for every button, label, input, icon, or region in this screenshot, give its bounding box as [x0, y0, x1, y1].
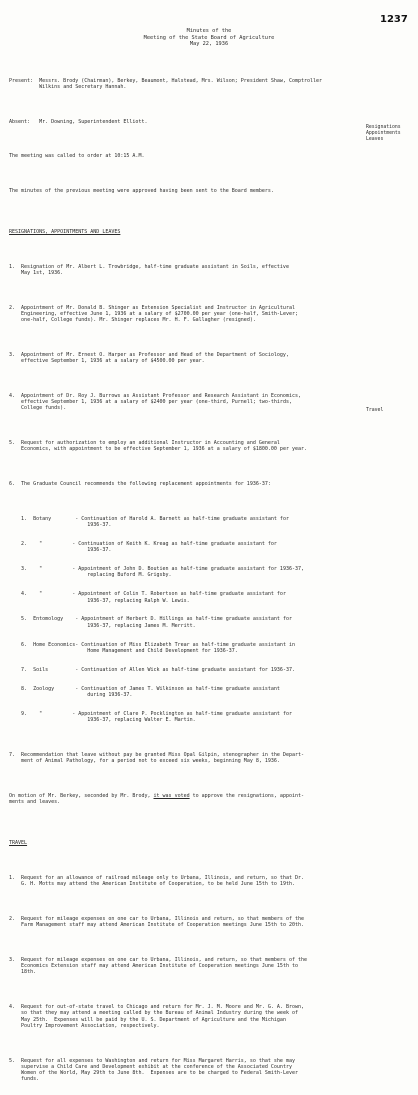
graduate-appointment: 8. Zoology - Continuation of James T. Wilkinson as half-time graduate assistant during 1936-37.: [21, 685, 280, 698]
called-to-order-line: The meeting was called to order at 10:15 A.M.: [9, 153, 145, 160]
graduate-appointment: 5. Entomology - Appointment of Herbert D. Hillings as half-time graduate assistant for 1936-37, replacing James M. Merritt.: [21, 616, 292, 629]
header-line-3: May 22, 1936: [189, 41, 229, 48]
page-number: 1237: [380, 14, 408, 25]
travel-item: 1. Request for an allowance of railroad mileage only to Urbana, Illinois, and return, so that Dr. G. H. Motts may attend the American Institute of Cooperation, to be held June 15th to 19th.: [9, 874, 305, 888]
resignation-item: 1. Resignation of Mr. Albert L. Trowbridge, half-time graduate assistant in Soils, effective May 1st, 1936.: [9, 263, 289, 276]
leave-item: 7. Recommendation that leave without pay be granted Miss Opal Gilpin, stenographer in the Depart- ment of Animal Pathology, for a period not to exceed six weeks, beginning May 8, 1936.: [9, 751, 305, 765]
header-line-2: Meeting of the State Board of Agriculture: [143, 34, 275, 41]
travel-item: 3. Request for mileage expenses on one car to Urbana, Illinois, and return, so that members of the Economics Extension staff may attend American Institute of Cooperation meetings June 15th to 18th.: [9, 956, 308, 976]
present-line: Present: Messrs. Brody (Chairman), Berkey, Beaumont, Halstead, Mrs. Wilson; President Shaw, Comptroller Wilkins and Secretary Hannah.: [9, 77, 323, 90]
margin-note-travel: Travel: [366, 408, 384, 413]
graduate-appointment: 1. Botany - Continuation of Harold A. Barnett as half-time graduate assistant for 1936-37.: [21, 515, 289, 528]
appointment-item: 4. Appointment of Dr. Roy J. Burrows as Assistant Professor and Research Assistant in Economics, effective September 1, 1936 at a salary of $2400 per year (one-third, Purnell; two-thirds, College funds).: [9, 392, 301, 412]
motion-line: [9, 793, 361, 806]
graduate-appointment: 6. Home Economics- Continuation of Miss Elizabeth Trear as half-time graduate assistant in Home Management and Child Development for 1936-37.: [21, 641, 295, 654]
travel-item: 2. Request for mileage expenses on one car to Urbana, Illinois and return, so that members of the Farm Management staff may attend American Institute of Cooperation meetings June 15th to 20th.: [9, 915, 305, 928]
minutes-header: [0, 28, 418, 48]
section-heading-resignations: RESIGNATIONS, APPOINTMENTS AND LEAVES: [9, 228, 121, 235]
appointment-item: 3. Appointment of Mr. Ernest O. Harper as Professor and Head of the Department of Sociology, effective September 1, 1936 at a salary of $4500.00 per year.: [9, 351, 289, 365]
graduate-appointment: 7. Soils - Continuation of Allen Wick as half-time graduate assistant for 1936-37.: [9, 666, 295, 673]
graduate-appointment: 9. " - Appointment of Clare P. Pocklington as half-time graduate assistant for 1936-37, replacing Walter E. Martin.: [21, 710, 292, 724]
header-line-1: Minutes of the: [186, 28, 232, 34]
motion-voted: it was voted: [153, 792, 190, 799]
absent-line: Absent: Mr. Downing, Superintendent Elliott.: [9, 118, 148, 125]
motion-text-before: On motion of Mr. Berkey, seconded by Mr. Brody,: [9, 792, 154, 799]
minutes-body: [9, 65, 361, 1095]
appointment-item: 5. Request for authorization to employ an additional Instructor in Accounting and General Economics, with appointment to be effective September 1, 1936 at a salary of $1800.00 per year.: [9, 440, 308, 453]
motion-text-after: to approve the resignations, appoint- ments and leaves.: [9, 792, 305, 806]
graduate-appointment: 4. " - Appointment of Colin T. Robertson as half-time graduate assistant for 1936-37, replacing Ralph W. Lewis.: [21, 591, 286, 604]
appointment-item: 6. The Graduate Council recommends the following replacement appointments for 1936-37:: [9, 480, 271, 487]
graduate-appointment: 3. " - Appointment of John D. Boutien as half-time graduate assistant for 1936-37, replacing Buford M. Grigsby.: [21, 566, 305, 579]
section-heading-travel: TRAVEL: [9, 840, 28, 847]
previous-minutes-line: The minutes of the previous meeting were approved having been sent to the Board members.: [9, 187, 274, 194]
travel-item: 5. Request for all expenses to Washington and return for Miss Margaret Harris, so that she may supervise a Child Care and Development exhibit at the conference of the Associated Country Women of the World, May 29th to June 8th. Expenses are to be charged to Federal Smith-Lever funds.: [9, 1057, 298, 1083]
travel-item: 4. Request for out-of-state travel to Chicago and return for Mr. J. M. Moore and Mr. G. A. Brown, so that they may attend a meeting called by the Bureau of Animal Industry during the week of May 25th. Expenses will be paid by the U. S. Department of Agriculture and the Michigan Poultry Improvement Association, respectively.: [9, 1003, 305, 1029]
appointment-item: 2. Appointment of Mr. Donald B. Shinger as Extension Specialist and Instructor in Agricultural Engineering, effective June 1, 1936 at a salary of $2700.00 per year (one-half, Smith-Lever; one-half, College funds). Mr. Shinger replaces Mr. H. F. Gallagher (resigned).: [9, 304, 298, 324]
graduate-appointment: 2. " - Continuation of Keith K. Kreag as half-time graduate assistant for 1936-37.: [21, 540, 277, 554]
margin-note-resignations: Resignations Appointments Leaves: [366, 125, 401, 142]
